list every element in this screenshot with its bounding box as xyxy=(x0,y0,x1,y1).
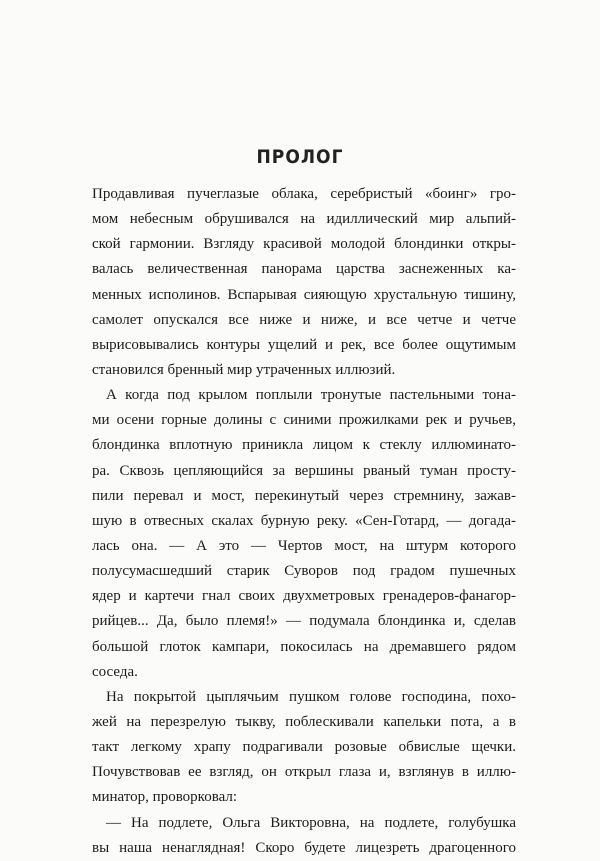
text-line: Продавливая пучеглазые облака, серебристый «боинг» гро- xyxy=(92,186,516,202)
text-line: такт легкому храпу подрагивали розовые обвислые щечки. xyxy=(92,739,516,756)
text-line: шую в отвесных скалах бурную реку. «Сен-Готард, — догада- xyxy=(92,512,516,529)
text-line: — На подлете, Ольга Викторовна, на подлете, голубушка xyxy=(106,814,516,831)
text-line: валась величественная панорама царства заснеженных ка- xyxy=(92,261,516,278)
text-line: А когда под крылом поплыли тронутые пастельными тона- xyxy=(106,387,516,404)
text-line: мом небесным обрушивался на идиллический мир альпий- xyxy=(92,211,516,228)
text-line: соседа. xyxy=(92,663,138,680)
text-line: вы наша ненаглядная! Скоро будете лицезреть драгоценного xyxy=(92,839,516,856)
text-line: ми осени горные долины с синими прожилками рек и ручьев, xyxy=(92,412,516,429)
text-line: полусумасшедший старик Суворов под градом пушечных xyxy=(92,563,516,580)
text-line: лась она. — А это — Чертов мост, на штурм которого xyxy=(92,537,516,554)
chapter-title: ПРОЛОГ xyxy=(256,146,344,168)
text-line: ядер и картечи гнал своих двухметровых гренадеров-фанагор- xyxy=(92,588,516,605)
text-line: пили перевал и мост, перекинутый через стремнину, зажав- xyxy=(92,487,516,504)
text-line: большой глоток кампари, покосилась на дремавшего рядом xyxy=(92,638,516,655)
text-line: самолет опускался все ниже и ниже, и все четче и четче xyxy=(92,311,516,328)
text-line: блондинка вплотную приникла лицом к стеклу иллюминато- xyxy=(92,437,516,454)
text-line: ской гармонии. Взгляду красивой молодой блондинки откры- xyxy=(92,236,516,253)
text-line: ра. Сквозь цепляющийся за вершины рваный туман просту- xyxy=(92,462,516,479)
text-line: менных исполинов. Вспарывая сияющую хрустальную тишину, xyxy=(92,286,516,303)
text-line: жей на перезрелую тыкву, поблескивали капельки пота, а в xyxy=(92,713,516,730)
body-text xyxy=(92,182,516,861)
text-line: Почувствовав ее взгляд, он открыл глаза и, взглянув в иллю- xyxy=(92,764,516,781)
text-line: вырисовывались контуры ущелий и рек, все более ощутимым xyxy=(92,336,516,353)
text-line: становился бренный мир утраченных иллюзий. xyxy=(92,361,396,378)
text-line: минатор, проворковал: xyxy=(92,789,238,806)
text-line: На покрытой цыплячьим пушком голове господина, похо- xyxy=(106,688,516,705)
text-line: рийцев... Да, было племя!» — подумала блондинка и, сделав xyxy=(92,613,516,630)
